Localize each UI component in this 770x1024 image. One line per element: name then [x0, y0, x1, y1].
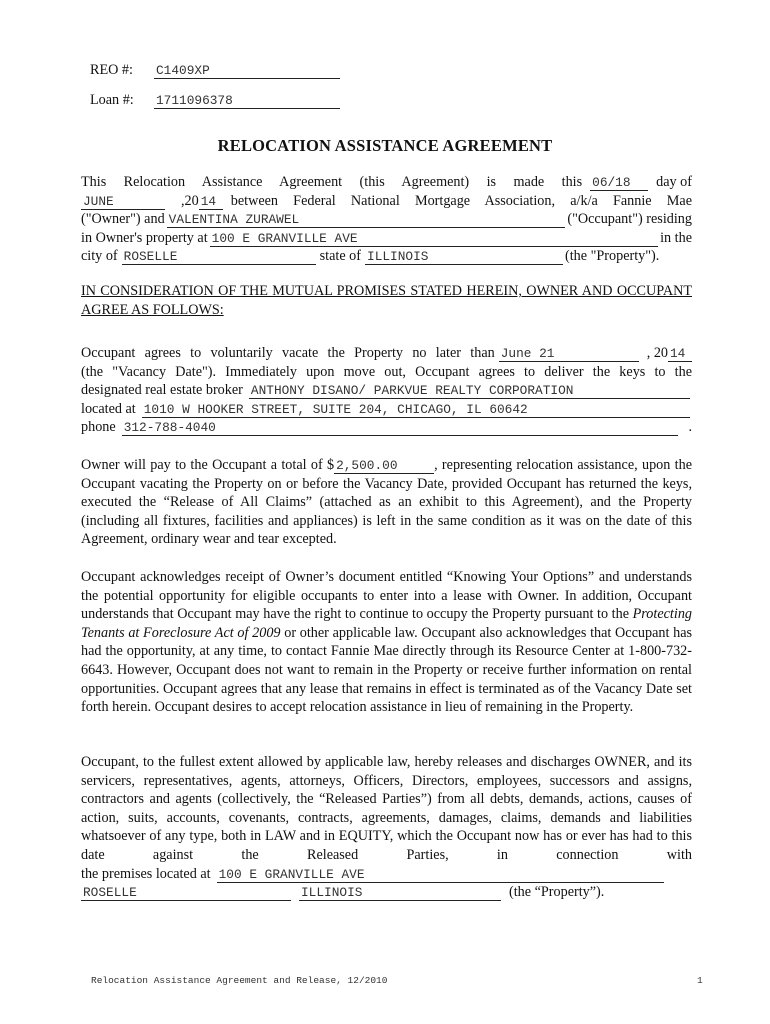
intro-text-1: This Relocation Assistance Agreement (this Agreement) is made this — [81, 174, 583, 190]
reo-row — [90, 62, 340, 79]
intro-text-10: state of — [319, 248, 362, 265]
footer-text: Relocation Assistance Agreement and Release, 12/2010 — [91, 975, 388, 986]
broker-address-field[interactable]: 1010 W HOOKER STREET, SUITE 204, CHICAGO, IL 60642 — [142, 403, 690, 418]
release-text-1: Occupant, to the fullest extent allowed by applicable law, hereby releases and discharges OWNER, and its servicers, representatives, agents, attorneys, Officers, Directors, employees, successors and assigns, contractors and agents (collectively, the “Released Parties”) from all debts, demands, actions, causes of action, suits, accounts, covenants, contracts, agreements, damages, claims, demands and liabilities whatsoever of any type, both in LAW and in EQUITY, which the Occupant now has or ever has had to this date against the Released Parties, in connection with — [81, 754, 692, 863]
acknowledge-text-2: or other applicable law. Occupant also acknowledges that Occupant has had the opportunity, at any time, to contact Fannie Mae directly through its Resource Center at 1-800-732-6643. However, Occupant does not want to remain in the Property or receive further information on rental opportunities. Occupant agrees that any lease that remains in effect is terminated as of the Vacancy Date set forth herein. Occupant desires to accept relocation assistance in lieu of remaining in the Property. — [81, 624, 693, 716]
vacate-text-1: Occupant agrees to voluntarily vacate the Property no later than — [81, 345, 495, 361]
reo-label: REO #: — [90, 62, 133, 78]
vacate-text-4: designated real estate broker — [81, 382, 243, 399]
release-address-field[interactable]: 100 E GRANVILLE AVE — [217, 868, 664, 883]
acknowledge-text-1: Occupant acknowledges receipt of Owner’s document entitled “Knowing Your Options” and understands the potential opportunity for eligible occupants to enter into a lease with Owner. In addition, Occupant understands that Occupant may have the right to continue to occupy the Property pursuant to the — [81, 569, 692, 623]
payment-text-2: , representing relocation assistance, upon the Occupant vacating the Property on or before the Vacancy Date, provided Occupant has returned the keys, executed the “Release of All Claims” (attached as an exhibit to this Agreement), and the Property (including all fixtures, facilities and appliances) is left in the same condition as it was on the date of this Agreement, ordinary wear and tear excepted. — [81, 457, 692, 548]
release-city-field[interactable]: ROSELLE — [81, 886, 291, 901]
payment-amount-field[interactable]: 2,500.00 — [334, 459, 434, 474]
release-text-3: (the “Property”). — [509, 884, 605, 901]
consideration-heading: IN CONSIDERATION OF THE MUTUAL PROMISES STATED HEREIN, OWNER AND OCCUPANT AGREE AS FOLLOWS: — [81, 283, 692, 318]
loan-label: Loan #: — [90, 92, 134, 108]
intro-text-6: ("Occupant") residing — [567, 211, 692, 228]
payment-text-1: Owner will pay to the Occupant a total of $ — [81, 457, 335, 473]
broker-name-field[interactable]: ANTHONY DISANO/ PARKVUE REALTY CORPORATION — [249, 384, 690, 399]
intro-text-8: in the — [660, 229, 692, 246]
occupant-name-field[interactable]: VALENTINA ZURAWEL — [167, 213, 566, 228]
vacate-text-6: phone — [81, 419, 116, 436]
intro-paragraph — [81, 173, 692, 266]
agreement-date-field[interactable]: 06/18 — [590, 176, 648, 191]
release-state-field[interactable]: ILLINOIS — [299, 886, 501, 901]
acknowledge-paragraph — [81, 568, 692, 717]
intro-text-9: city of — [81, 248, 118, 265]
intro-text-4: between Federal National Mortgage Association, a/k/a Fannie Mae — [230, 192, 692, 209]
vacate-paragraph — [81, 344, 692, 437]
property-state-field[interactable]: ILLINOIS — [365, 250, 563, 265]
document-title: RELOCATION ASSISTANCE AGREEMENT — [217, 136, 553, 155]
vacate-text-3: (the "Vacancy Date"). Immediately upon move out, Occupant agrees to deliver the keys to the — [81, 363, 692, 380]
intro-text-11: (the "Property"). — [565, 248, 660, 265]
agreement-year-field[interactable]: 14 — [199, 195, 223, 210]
page-number: 1 — [697, 975, 703, 986]
vacancy-year-field[interactable]: 14 — [668, 347, 692, 362]
agreement-month-field[interactable]: JUNE — [81, 195, 165, 210]
release-text-2: the premises located at — [81, 865, 211, 882]
broker-phone-field[interactable]: 312-788-4040 — [122, 421, 679, 436]
intro-text-3: ,20 — [181, 192, 199, 209]
intro-text-2: day of — [656, 174, 692, 190]
intro-text-5: ("Owner") and — [81, 211, 165, 228]
payment-paragraph — [81, 456, 692, 549]
release-paragraph — [81, 753, 692, 902]
reo-field[interactable]: C1409XP — [154, 63, 340, 79]
vacate-text-7: . — [688, 419, 692, 436]
loan-field[interactable]: 1711096378 — [154, 93, 340, 109]
property-city-field[interactable]: ROSELLE — [122, 250, 316, 265]
loan-row — [90, 92, 340, 109]
intro-text-7: in Owner's property at — [81, 229, 208, 246]
vacate-text-5: located at — [81, 400, 136, 417]
act-name: Protecting Tenants at Foreclosure Act of 2009 — [81, 606, 693, 641]
vacate-text-2: , 20 — [646, 345, 668, 361]
property-address-field[interactable]: 100 E GRANVILLE AVE — [210, 232, 658, 247]
vacancy-date-field[interactable]: June 21 — [499, 347, 639, 362]
